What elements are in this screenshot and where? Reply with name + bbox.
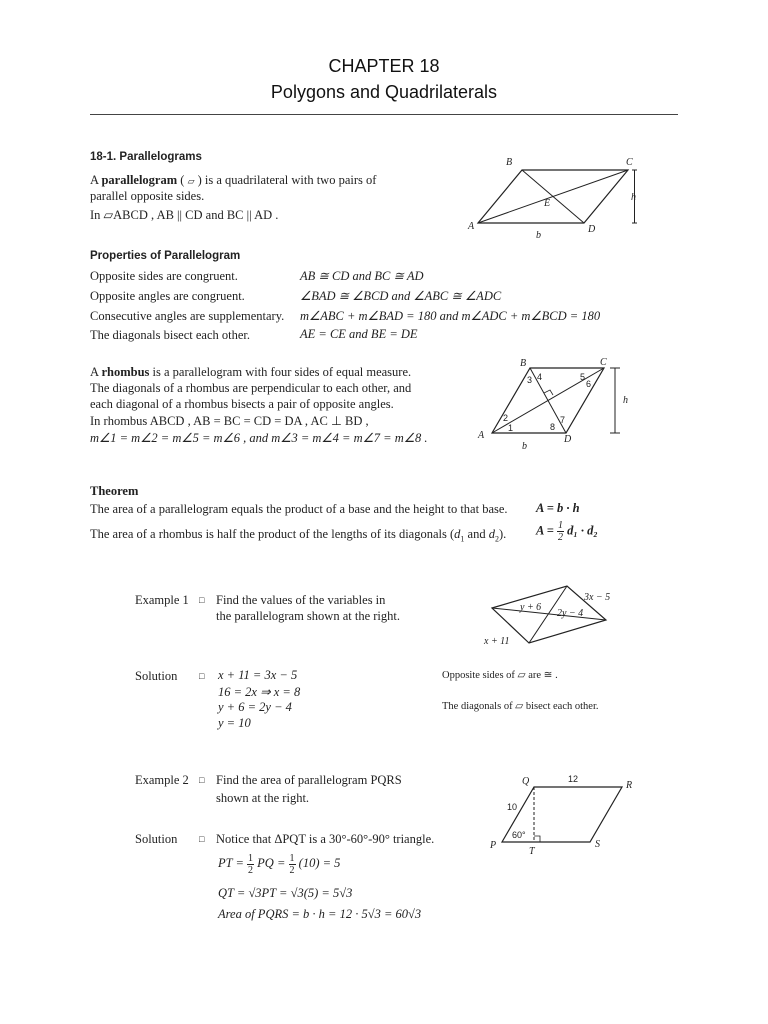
vertex-a-label: A — [478, 430, 485, 441]
theorem-title: Theorem — [90, 484, 139, 498]
angle-1-label: 1 — [508, 423, 514, 433]
right-angle-mark — [544, 390, 553, 395]
example-2-label: Example 2 — [135, 773, 189, 787]
vertex-r-label: R — [626, 780, 633, 791]
label-inner-2: 2y − 4 — [557, 608, 584, 619]
top-side-length: 12 — [568, 774, 579, 784]
solution-2-bullet: □ — [199, 834, 205, 844]
diagonal-1 — [492, 608, 606, 620]
property-4-math: AE = CE and BE = DE — [300, 327, 418, 341]
angle-3-label: 3 — [527, 375, 533, 385]
example-2-bullet: □ — [199, 775, 205, 785]
base-label: b — [522, 441, 527, 452]
solution-1-step-3: y + 6 = 2y − 4 — [218, 700, 292, 714]
angle-7-label: 7 — [560, 415, 566, 425]
angle-2-label: 2 — [503, 413, 509, 423]
rhombus-area-formula: A = $\frac{1}{2}$ d₁ · d₂ — [536, 520, 598, 543]
property-2-label: Opposite angles are congruent. — [90, 289, 245, 303]
parallelogram-symbol: ▱ — [187, 176, 195, 186]
solution-1-step-1: x + 11 = 3x − 5 — [218, 668, 298, 682]
note-opposite-sides: Opposite sides of ▱ are ≅ . — [442, 670, 558, 681]
solution-2-pt: PT = $\frac{1}{2}$ PQ = $\frac{1}{2}$ (10) = 5 — [218, 852, 341, 876]
example-2-solution-label: Solution — [135, 832, 178, 846]
header-divider — [90, 114, 678, 115]
solution-2-area: Area of PQRS = b · h = 12 · 5√3 = 60√3 — [218, 907, 422, 921]
section-title: 18-1. Parallelograms — [90, 151, 202, 163]
example-1-solution-label: Solution — [135, 669, 178, 683]
example-1-bullet: □ — [199, 595, 205, 605]
label-left-side: x + 11 — [484, 636, 510, 647]
example-2-text-1: Find the area of parallelogram PQRS — [216, 773, 402, 787]
parallelogram-figure — [460, 152, 650, 247]
rhombus-line-3: each diagonal of a rhombus bisects a pair of opposite angles. — [90, 397, 394, 411]
example-2-text-2: shown at the right. — [216, 791, 310, 805]
angle-6-label: 6 — [586, 379, 592, 389]
rhombus-line-2: The diagonals of a rhombus are perpendicular to each other, and — [90, 381, 412, 395]
angle-5-label: 5 — [580, 372, 586, 382]
definition-line-1: A parallelogram ( ▱ ) is a quadrilateral with two pairs of — [90, 173, 377, 187]
vertex-b-label: B — [520, 358, 527, 369]
rhombus-figure — [470, 352, 640, 452]
height-label: h — [631, 192, 636, 203]
chapter-title: Polygons and Quadrilaterals — [270, 82, 498, 102]
example-1-figure — [470, 582, 650, 652]
vertex-b-label: B — [506, 157, 513, 168]
point-t-label: T — [529, 846, 535, 857]
vertex-q-label: Q — [522, 776, 530, 787]
label-top-side: 3x − 5 — [584, 592, 611, 603]
vertex-s-label: S — [595, 839, 600, 850]
rhombus-line-5: m∠1 = m∠2 = m∠5 = m∠6 , and m∠3 = m∠4 = m∠7 = m∠8 . — [90, 431, 428, 445]
side-length: 10 — [507, 802, 518, 812]
theorem-line-1: The area of a parallelogram equals the product of a base and the height to that base. — [90, 502, 508, 516]
property-2-math: ∠BAD ≅ ∠BCD and ∠ABC ≅ ∠ADC — [300, 289, 502, 303]
rhombus-line-4: In rhombus ABCD , AB = BC = CD = DA , AC ⊥ BD , — [90, 414, 369, 428]
point-e-label: E — [544, 198, 551, 209]
angle-label: 60° — [512, 830, 526, 840]
vertex-c-label: C — [600, 357, 607, 368]
property-1-math: AB ≅ CD and BC ≅ AD — [300, 269, 424, 283]
property-3-math: m∠ABC + m∠BAD = 180 and m∠ADC + m∠BCD = 180 — [300, 309, 601, 323]
vertex-p-label: P — [490, 840, 497, 851]
right-angle-mark — [534, 836, 540, 842]
solution-1-step-4: y = 10 — [218, 716, 251, 730]
property-3-label: Consecutive angles are supplementary. — [90, 309, 285, 323]
rhombus-term: rhombus — [101, 365, 150, 379]
solution-2-qt: QT = √3PT = √3(5) = 5√3 — [218, 886, 353, 900]
vertex-a-label: A — [468, 221, 475, 232]
definition-line-2: parallel opposite sides. — [90, 189, 205, 203]
angle-4-label: 4 — [537, 372, 543, 382]
property-1-label: Opposite sides are congruent. — [90, 269, 238, 283]
example-1-label: Example 1 — [135, 593, 189, 607]
example-2-figure — [484, 770, 654, 860]
solution-1-bullet: □ — [199, 671, 205, 681]
base-label: b — [536, 230, 541, 241]
solution-2-intro: Notice that ΔPQT is a 30°-60°-90° triangle. — [216, 832, 435, 846]
theorem-line-2: The area of a rhombus is half the product of the lengths of its diagonals ($d_1$ and $d_2$). — [90, 527, 507, 544]
note-diagonals: The diagonals of ▱ bisect each other. — [442, 701, 599, 712]
example-1-text-1: Find the values of the variables in — [216, 593, 386, 607]
height-label: h — [623, 395, 628, 406]
label-inner-1: y + 6 — [520, 602, 542, 613]
angle-8-label: 8 — [550, 422, 556, 432]
example-1-text-2: the parallelogram shown at the right. — [216, 609, 400, 623]
parallelogram-area-formula: A = b · h — [536, 501, 580, 515]
solution-1-step-2: 16 = 2x ⇒ x = 8 — [218, 685, 301, 699]
rhombus-line-1: A rhombus is a parallelogram with four sides of equal measure. — [90, 365, 412, 379]
property-4-label: The diagonals bisect each other. — [90, 328, 251, 342]
vertex-d-label: D — [564, 434, 572, 445]
chapter-number: CHAPTER 18 — [328, 56, 440, 76]
definition-term: parallelogram — [101, 173, 178, 187]
definition-line-3: In ▱ABCD , AB || CD and BC || AD . — [90, 208, 279, 222]
properties-title: Properties of Parallelogram — [90, 250, 241, 262]
diagonal-bd — [522, 170, 584, 223]
vertex-d-label: D — [588, 224, 596, 235]
vertex-c-label: C — [626, 157, 633, 168]
